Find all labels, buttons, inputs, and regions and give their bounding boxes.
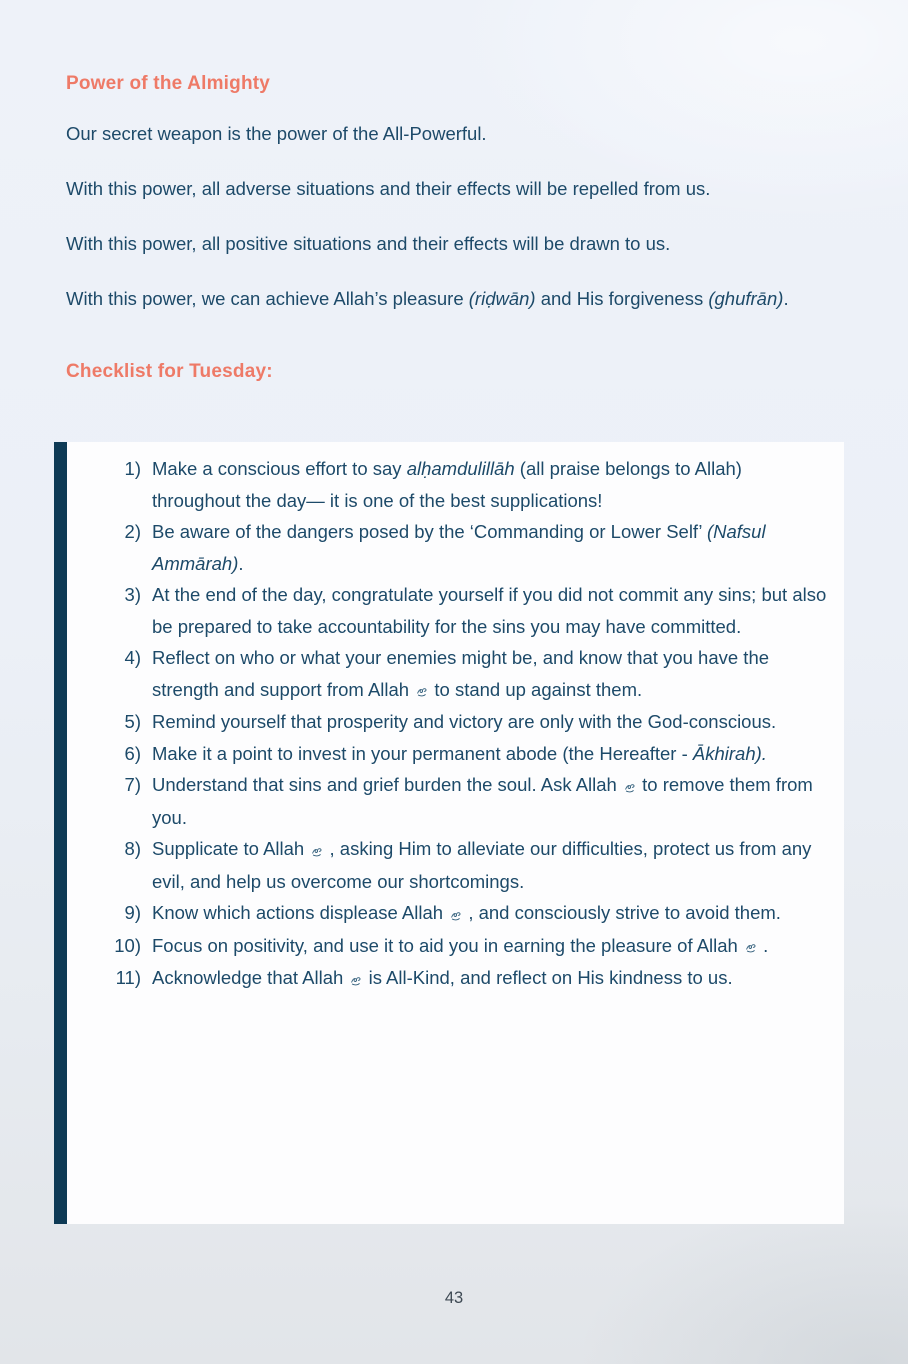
page-number: 43 xyxy=(444,1289,464,1307)
checklist-item-text: Make it a point to invest in your permanent abode (the Hereafter - Ākhirah). xyxy=(152,742,767,764)
checklist-section-heading: Checklist for Tuesday: xyxy=(66,361,273,382)
power-section-heading: Power of the Almighty xyxy=(66,73,271,94)
checklist-item-text: Remind yourself that prosperity and victory are only with the God-conscious. xyxy=(152,711,777,732)
checklist-item xyxy=(113,453,832,516)
checklist-item xyxy=(113,738,832,770)
allah-honorific-icon xyxy=(623,770,636,802)
checklist-item xyxy=(113,833,832,897)
power-section-paragraphs xyxy=(66,118,844,314)
checklist-item-text: Supplicate to Allah , asking Him to alleviate our difficulties, protect us from any evil, and help us overcome our shortcomings. xyxy=(152,833,832,897)
checklist-item-text: Be aware of the dangers posed by the ‘Commanding or Lower Self’ (Nafsul Ammārah). xyxy=(152,521,766,574)
allah-honorific-icon xyxy=(349,963,362,995)
checklist-item-number: 6) xyxy=(124,742,141,764)
checklist-item-text: Reflect on who or what your enemies might be, and know that you have the strength and support from Allah to stand up against them. xyxy=(152,642,832,706)
checklist-item-text: Focus on positivity, and use it to aid you in earning the pleasure of Allah . xyxy=(152,930,832,963)
italic-text: (riḍwān) xyxy=(468,288,536,309)
checklist-item-number: 2) xyxy=(124,521,141,542)
checklist-item-number: 10) xyxy=(114,934,141,956)
checklist-item-number: 5) xyxy=(124,711,141,732)
checklist-item-number: 1) xyxy=(124,458,141,479)
checklist-item-text: Understand that sins and grief burden the soul. Ask Allah to remove them from you. xyxy=(152,769,832,833)
checklist-item-number: 8) xyxy=(124,838,141,859)
checklist-box xyxy=(54,442,844,1224)
italic-text: (ghufrān) xyxy=(708,288,784,309)
checklist-item xyxy=(113,516,832,579)
allah-honorific-icon xyxy=(744,931,757,963)
checklist-item xyxy=(113,642,832,706)
checklist-item-text: Know which actions displease Allah , and consciously strive to avoid them. xyxy=(152,897,832,930)
checklist-item-number: 9) xyxy=(124,902,141,923)
checklist-panel xyxy=(67,442,844,1224)
checklist-item-number: 4) xyxy=(124,647,141,668)
allah-honorific-icon xyxy=(449,898,462,930)
allah-honorific-icon xyxy=(415,675,428,707)
checklist-item-number: 11) xyxy=(115,967,141,988)
document-content xyxy=(66,72,844,406)
checklist-item xyxy=(113,769,832,833)
paragraph: Our secret weapon is the power of the All-Powerful. xyxy=(66,123,487,144)
checklist-item xyxy=(113,930,832,963)
checklist-item-text: Acknowledge that Allah is All-Kind, and reflect on His kindness to us. xyxy=(152,962,832,995)
checklist-item xyxy=(113,897,832,930)
paragraph: With this power, all positive situations and their effects will be drawn to us. xyxy=(66,233,671,254)
accent-bar xyxy=(54,442,67,1224)
italic-text: Ākhirah). xyxy=(692,742,767,764)
allah-honorific-icon xyxy=(310,834,323,866)
paragraph: With this power, all adverse situations and their effects will be repelled from us. xyxy=(66,178,711,199)
checklist-item xyxy=(113,579,832,642)
italic-text: (Nafsul Ammārah) xyxy=(152,521,766,574)
checklist-item-number: 3) xyxy=(124,584,141,605)
checklist-item xyxy=(113,706,832,738)
checklist-item-text: At the end of the day, congratulate yourself if you did not commit any sins; but also be prepared to take accountability for the sins you may have committed. xyxy=(152,584,827,637)
checklist xyxy=(113,453,832,995)
italic-text: alḥamdulillāh xyxy=(406,458,515,479)
checklist-item-number: 7) xyxy=(124,774,141,795)
checklist-item-text: Make a conscious effort to say alḥamdulillāh (all praise belongs to Allah) throughout the day— it is one of the best supplications! xyxy=(152,458,742,511)
paragraph: With this power, we can achieve Allah’s pleasure (riḍwān) and His forgiveness (ghufrān). xyxy=(66,288,789,309)
checklist-item xyxy=(113,962,832,995)
